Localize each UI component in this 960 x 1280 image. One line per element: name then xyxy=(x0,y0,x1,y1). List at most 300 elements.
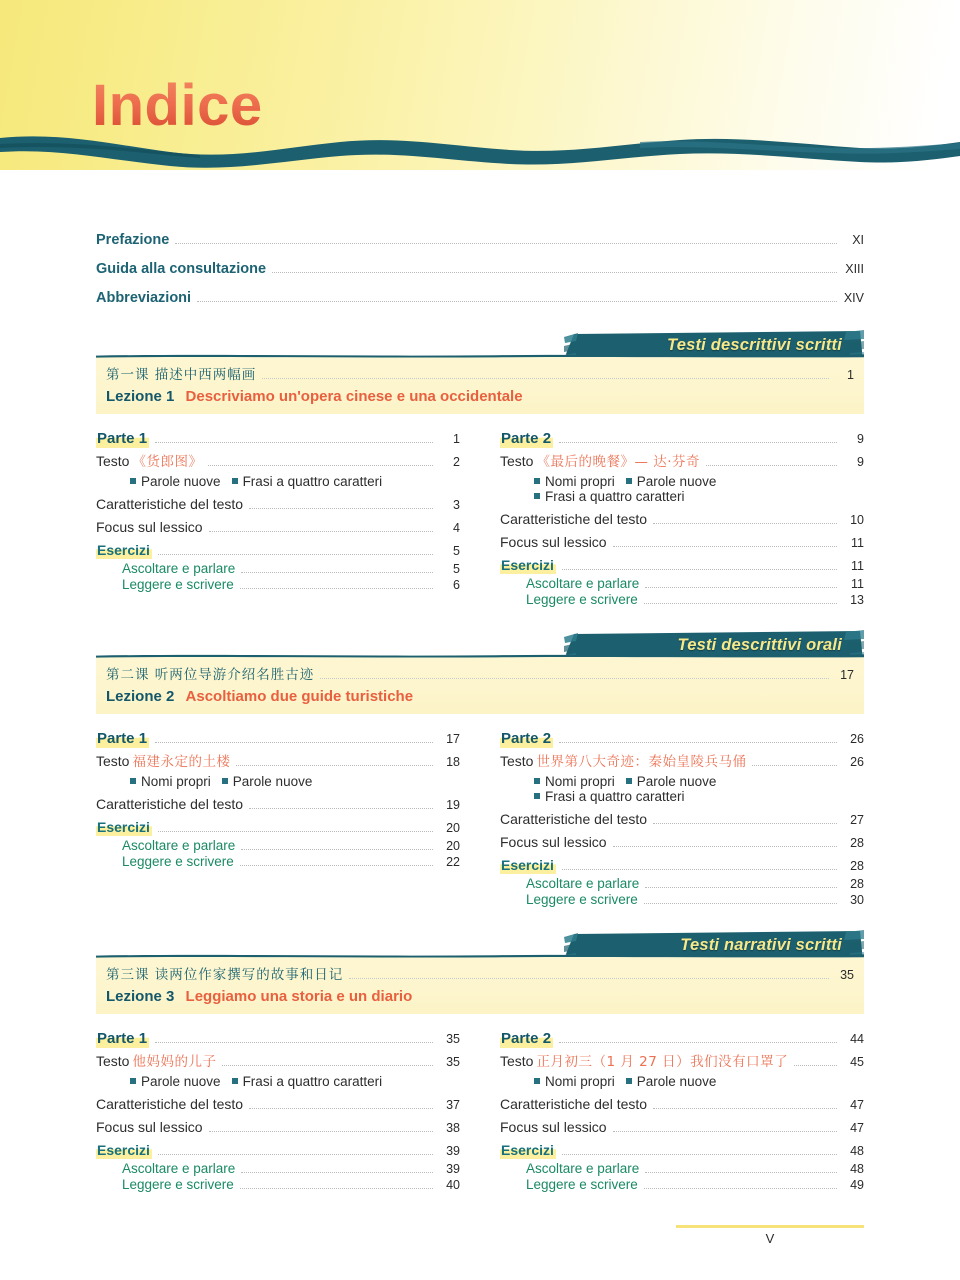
esercizi-label: Esercizi xyxy=(97,1142,150,1158)
bullet-item xyxy=(232,474,383,489)
toc-entry-row[interactable] xyxy=(500,534,864,550)
esercizi-sub-page: 28 xyxy=(850,877,864,891)
esercizi-sub-label: Ascoltare e parlare xyxy=(526,576,640,591)
lesson-chinese-row[interactable] xyxy=(106,663,854,683)
leader-dots xyxy=(155,741,433,743)
esercizi-sub-row[interactable] xyxy=(500,1177,864,1192)
leader-dots xyxy=(209,530,433,532)
toc-entry-label: Focus sul lessico xyxy=(500,534,607,550)
esercizi-sub-page: 39 xyxy=(446,1162,460,1176)
leader-dots xyxy=(320,677,829,679)
parte-group xyxy=(500,730,864,907)
bullet-item xyxy=(534,489,685,504)
leader-dots xyxy=(240,864,433,866)
toc-entry-page: 47 xyxy=(850,1098,864,1112)
leader-dots xyxy=(209,1130,433,1132)
parte-columns xyxy=(96,430,864,608)
esercizi-sub-page: 48 xyxy=(850,1162,864,1176)
leader-dots xyxy=(240,1187,433,1189)
toc-entry-label: Caratteristiche del testo xyxy=(96,1096,244,1112)
lesson-number: Lezione 1 xyxy=(106,388,175,405)
esercizi-sub-label: Leggere e scrivere xyxy=(122,854,234,869)
leader-dots xyxy=(706,464,837,466)
testo-bullet-list xyxy=(534,774,864,804)
bullet-label: Nomi propri xyxy=(545,1074,615,1089)
parte-heading-row[interactable] xyxy=(96,1030,460,1048)
leader-dots xyxy=(794,1064,837,1066)
leader-dots xyxy=(272,271,837,273)
parte-label: Parte 1 xyxy=(97,1030,148,1047)
testo-chinese-title: 《货郎图》 xyxy=(132,454,203,470)
leader-dots xyxy=(559,1041,837,1043)
bullet-label: Frasi a quattro caratteri xyxy=(242,474,383,489)
esercizi-row[interactable] xyxy=(96,819,460,836)
parte-page: 44 xyxy=(850,1032,864,1046)
testo-label-wrap xyxy=(500,750,746,771)
parte-heading-row[interactable] xyxy=(96,730,460,748)
toc-entry-row[interactable] xyxy=(500,834,864,850)
parte-column-left xyxy=(96,1030,460,1193)
leader-dots xyxy=(559,441,837,443)
leader-dots xyxy=(155,441,433,443)
esercizi-sub-label: Ascoltare e parlare xyxy=(526,1161,640,1176)
parte-columns xyxy=(96,1030,864,1193)
esercizi-sub-page: 20 xyxy=(446,839,460,853)
footer-rule xyxy=(676,1225,864,1228)
testo-chinese-title: 《最后的晚餐》— 达·芬奇 xyxy=(536,454,701,470)
leader-dots xyxy=(653,822,837,824)
parte-columns xyxy=(96,730,864,908)
esercizi-row[interactable] xyxy=(500,857,864,874)
toc-entry-row[interactable] xyxy=(96,1096,460,1112)
parte-group xyxy=(500,1030,864,1192)
parte-heading-row[interactable] xyxy=(500,1030,864,1048)
esercizi-sub-row[interactable] xyxy=(96,561,460,576)
testo-label-wrap xyxy=(500,450,700,471)
toc-entry-label: Caratteristiche del testo xyxy=(500,511,648,527)
leader-dots xyxy=(249,1107,433,1109)
footer-page-number: V xyxy=(765,1231,775,1246)
leader-dots xyxy=(562,1153,837,1155)
toc-entry-page: 10 xyxy=(850,513,864,527)
square-bullet-icon xyxy=(626,478,632,484)
bullet-item xyxy=(534,1074,615,1089)
unit-block xyxy=(96,930,864,1193)
esercizi-label: Esercizi xyxy=(501,857,554,873)
square-bullet-icon xyxy=(130,1078,136,1084)
leader-dots xyxy=(653,1107,837,1109)
parte-heading-row[interactable] xyxy=(500,730,864,748)
leader-dots xyxy=(349,977,829,979)
lesson-rule-brush xyxy=(96,653,864,658)
leader-dots xyxy=(240,587,433,589)
parte-column-right xyxy=(500,730,864,908)
toc-entry-label: Focus sul lessico xyxy=(500,1119,607,1135)
lesson-italian-row[interactable] xyxy=(106,388,854,405)
toc-entry-page: 27 xyxy=(850,813,864,827)
bullet-label: Frasi a quattro caratteri xyxy=(242,1074,383,1089)
esercizi-sub-label: Ascoltare e parlare xyxy=(122,1161,236,1176)
testo-row[interactable] xyxy=(96,750,460,771)
lesson-chinese-row[interactable] xyxy=(106,963,854,983)
lesson-rule-brush xyxy=(96,953,864,958)
esercizi-sub-page: 11 xyxy=(851,577,864,591)
leader-dots xyxy=(613,545,837,547)
esercizi-row[interactable] xyxy=(500,1142,864,1159)
leader-dots xyxy=(644,602,837,604)
frontmatter-page: XIV xyxy=(843,291,864,305)
testo-bullet-list xyxy=(534,1074,864,1089)
leader-dots xyxy=(249,507,433,509)
testo-bullet-list xyxy=(534,474,864,504)
square-bullet-icon xyxy=(534,493,540,499)
square-bullet-icon xyxy=(534,778,540,784)
leader-dots xyxy=(208,464,433,466)
leader-dots xyxy=(644,1187,837,1189)
leader-dots xyxy=(241,571,433,573)
square-bullet-icon xyxy=(130,478,136,484)
frontmatter-label: Abbreviazioni xyxy=(96,290,192,306)
toc-entry-label: Focus sul lessico xyxy=(96,519,203,535)
parte-page: 9 xyxy=(857,432,864,446)
bullet-label: Parole nuove xyxy=(636,774,717,789)
lesson-italian-title: Descriviamo un'opera cinese e una occidentale xyxy=(185,388,523,405)
leader-dots xyxy=(262,377,829,379)
esercizi-row[interactable] xyxy=(500,557,864,574)
leader-dots xyxy=(752,764,837,766)
esercizi-sub-label: Leggere e scrivere xyxy=(122,577,234,592)
testo-label: Testo xyxy=(500,753,534,769)
esercizi-sub-row[interactable] xyxy=(96,1177,460,1192)
units-container xyxy=(96,330,864,1193)
bullet-item xyxy=(534,774,615,789)
testo-page: 26 xyxy=(850,755,864,769)
frontmatter-page: XI xyxy=(852,233,864,247)
leader-dots xyxy=(158,1153,433,1155)
esercizi-label: Esercizi xyxy=(501,557,554,573)
toc-content xyxy=(0,232,960,1193)
testo-page: 18 xyxy=(446,755,460,769)
plain-rows-host xyxy=(96,496,460,535)
testo-label-wrap xyxy=(96,1050,216,1071)
lesson-page-number: 1 xyxy=(847,368,854,382)
esercizi-sub-label: Leggere e scrivere xyxy=(526,892,638,907)
parte-label: Parte 2 xyxy=(501,1030,552,1047)
leader-dots xyxy=(645,586,837,588)
testo-label: Testo xyxy=(500,1053,534,1069)
square-bullet-icon xyxy=(232,478,238,484)
leader-dots xyxy=(222,1064,433,1066)
leader-dots xyxy=(559,741,837,743)
lesson-chinese-title: 第三课 读两位作家撰写的故事和日记 xyxy=(106,967,344,983)
bullet-item xyxy=(626,774,717,789)
testo-page: 9 xyxy=(857,455,864,469)
toc-entry-page: 47 xyxy=(850,1121,864,1135)
esercizi-sub-page: 49 xyxy=(850,1178,864,1192)
esercizi-sub-row[interactable] xyxy=(96,577,460,592)
bullet-label: Frasi a quattro caratteri xyxy=(545,789,685,804)
testo-label-wrap xyxy=(500,1050,788,1071)
testo-chinese-title: 他妈妈的儿子 xyxy=(132,1054,217,1070)
esercizi-sub-row[interactable] xyxy=(96,1161,460,1176)
leader-dots xyxy=(644,902,837,904)
testo-label: Testo xyxy=(500,453,534,469)
esercizi-label: Esercizi xyxy=(97,542,150,558)
esercizi-sub-row[interactable] xyxy=(500,892,864,907)
leader-dots xyxy=(236,764,433,766)
toc-entry-row[interactable] xyxy=(96,796,460,812)
esercizi-sub-page: 40 xyxy=(446,1178,460,1192)
bullet-label: Nomi propri xyxy=(545,774,615,789)
esercizi-page: 5 xyxy=(453,544,460,558)
frontmatter-row[interactable] xyxy=(96,261,864,277)
square-bullet-icon xyxy=(534,478,540,484)
esercizi-sub-row[interactable] xyxy=(500,592,864,607)
esercizi-sub-host xyxy=(96,838,460,869)
esercizi-sub-host xyxy=(500,1161,864,1192)
lesson-chinese-title: 第一课 描述中西两幅画 xyxy=(106,367,257,383)
bullet-item xyxy=(626,1074,717,1089)
testo-label-wrap xyxy=(96,450,202,471)
toc-entry-page: 37 xyxy=(446,1098,460,1112)
parte-label: Parte 1 xyxy=(97,730,148,747)
frontmatter-page: XIII xyxy=(845,262,864,276)
parte-page: 1 xyxy=(453,432,460,446)
leader-dots xyxy=(158,830,433,832)
unit-block xyxy=(96,330,864,608)
toc-entry-row[interactable] xyxy=(96,1119,460,1135)
esercizi-sub-page: 13 xyxy=(850,593,864,607)
frontmatter-list xyxy=(96,232,864,306)
esercizi-label: Esercizi xyxy=(97,819,150,835)
testo-label: Testo xyxy=(96,753,130,769)
lesson-header xyxy=(96,956,864,1014)
testo-row[interactable] xyxy=(96,1050,460,1071)
testo-chinese-title: 正月初三（1 月 27 日）我们没有口罩了 xyxy=(536,1054,789,1070)
unit-banner-label: Testi descrittivi orali xyxy=(677,636,842,654)
unit-block xyxy=(96,630,864,908)
lesson-italian-title: Leggiamo una storia e un diario xyxy=(185,988,413,1005)
esercizi-sub-host xyxy=(96,1161,460,1192)
lesson-page-number: 35 xyxy=(840,968,854,982)
bullet-item xyxy=(534,789,685,804)
bullet-item xyxy=(534,474,615,489)
leader-dots xyxy=(613,845,837,847)
bullet-item xyxy=(222,774,313,789)
toc-entry-page: 4 xyxy=(453,521,460,535)
esercizi-sub-label: Ascoltare e parlare xyxy=(122,838,236,853)
square-bullet-icon xyxy=(534,1078,540,1084)
esercizi-page: 20 xyxy=(446,821,460,835)
bullet-item xyxy=(232,1074,383,1089)
parte-group xyxy=(96,1030,460,1192)
toc-entry-label: Caratteristiche del testo xyxy=(500,1096,648,1112)
leader-dots xyxy=(645,1171,837,1173)
testo-row[interactable] xyxy=(500,450,864,471)
lesson-number: Lezione 2 xyxy=(106,688,175,705)
leader-dots xyxy=(562,868,837,870)
testo-bullet-list xyxy=(130,774,460,789)
plain-rows-host xyxy=(500,811,864,850)
leader-dots xyxy=(155,1041,433,1043)
bullet-label: Frasi a quattro caratteri xyxy=(545,489,685,504)
bullet-label: Parole nuove xyxy=(141,1074,221,1089)
toc-entry-label: Caratteristiche del testo xyxy=(500,811,648,827)
toc-entry-label: Focus sul lessico xyxy=(96,1119,203,1135)
lesson-rule-brush xyxy=(96,353,864,358)
parte-label: Parte 2 xyxy=(501,430,552,447)
esercizi-sub-host xyxy=(500,576,864,607)
esercizi-page: 11 xyxy=(851,559,864,573)
page-header xyxy=(0,0,960,170)
toc-entry-row[interactable] xyxy=(500,511,864,527)
square-bullet-icon xyxy=(534,793,540,799)
leader-dots xyxy=(653,522,837,524)
bullet-item xyxy=(130,774,211,789)
esercizi-sub-label: Ascoltare e parlare xyxy=(122,561,236,576)
parte-heading-row[interactable] xyxy=(96,430,460,448)
toc-entry-page: 19 xyxy=(446,798,460,812)
testo-label: Testo xyxy=(96,1053,130,1069)
page-title: Indice xyxy=(92,73,263,138)
bullet-item xyxy=(130,1074,221,1089)
esercizi-sub-row[interactable] xyxy=(96,854,460,869)
square-bullet-icon xyxy=(222,778,228,784)
esercizi-sub-page: 6 xyxy=(453,578,460,592)
unit-banner-label: Testi narrativi scritti xyxy=(680,936,842,954)
frontmatter-label: Prefazione xyxy=(96,232,170,248)
parte-heading-row[interactable] xyxy=(500,430,864,448)
esercizi-page: 48 xyxy=(850,1144,864,1158)
testo-page: 45 xyxy=(850,1055,864,1069)
parte-column-right xyxy=(500,430,864,608)
esercizi-sub-page: 30 xyxy=(850,893,864,907)
bullet-label: Nomi propri xyxy=(545,474,615,489)
esercizi-sub-label: Leggere e scrivere xyxy=(526,1177,638,1192)
leader-dots xyxy=(249,807,433,809)
lesson-chinese-title: 第二课 听两位导游介绍名胜古迹 xyxy=(106,667,315,683)
esercizi-row[interactable] xyxy=(96,542,460,559)
leader-dots xyxy=(197,300,837,302)
plain-rows-host xyxy=(500,511,864,550)
lesson-page-number: 17 xyxy=(840,668,854,682)
leader-dots xyxy=(241,848,433,850)
parte-column-left xyxy=(96,430,460,608)
square-bullet-icon xyxy=(626,1078,632,1084)
toc-entry-page: 28 xyxy=(850,836,864,850)
testo-chinese-title: 世界第八大奇迹：秦始皇陵兵马俑 xyxy=(536,754,747,770)
esercizi-sub-host xyxy=(500,876,864,907)
plain-rows-host xyxy=(500,1096,864,1135)
frontmatter-row[interactable] xyxy=(96,232,864,248)
parte-group xyxy=(96,430,460,592)
square-bullet-icon xyxy=(232,1078,238,1084)
toc-entry-label: Caratteristiche del testo xyxy=(96,496,244,512)
esercizi-sub-page: 22 xyxy=(446,855,460,869)
testo-row[interactable] xyxy=(500,1050,864,1071)
parte-page: 26 xyxy=(850,732,864,746)
square-bullet-icon xyxy=(130,778,136,784)
frontmatter-label: Guida alla consultazione xyxy=(96,261,267,277)
esercizi-sub-label: Leggere e scrivere xyxy=(526,592,638,607)
esercizi-sub-page: 5 xyxy=(453,562,460,576)
toc-entry-row[interactable] xyxy=(500,811,864,827)
testo-bullet-list xyxy=(130,1074,460,1089)
bullet-label: Parole nuove xyxy=(141,474,221,489)
testo-label-wrap xyxy=(96,750,230,771)
lesson-italian-row[interactable] xyxy=(106,988,854,1005)
bullet-label: Nomi propri xyxy=(141,774,211,789)
unit-banner-label: Testi descrittivi scritti xyxy=(667,336,842,354)
bullet-item xyxy=(626,474,717,489)
toc-entry-page: 38 xyxy=(446,1121,460,1135)
testo-page: 35 xyxy=(446,1055,460,1069)
toc-entry-row[interactable] xyxy=(500,1119,864,1135)
testo-bullet-list xyxy=(130,474,460,489)
lesson-italian-title: Ascoltiamo due guide turistiche xyxy=(185,688,414,705)
esercizi-sub-row[interactable] xyxy=(500,576,864,591)
esercizi-label: Esercizi xyxy=(501,1142,554,1158)
parte-label: Parte 2 xyxy=(501,730,552,747)
esercizi-page: 28 xyxy=(850,859,864,873)
testo-row[interactable] xyxy=(500,750,864,771)
esercizi-sub-host xyxy=(96,561,460,592)
testo-label: Testo xyxy=(96,453,130,469)
lesson-header xyxy=(96,356,864,414)
esercizi-sub-label: Ascoltare e parlare xyxy=(526,876,640,891)
square-bullet-icon xyxy=(626,778,632,784)
lesson-italian-row[interactable] xyxy=(106,688,854,705)
lesson-header xyxy=(96,656,864,714)
testo-page: 2 xyxy=(453,455,460,469)
leader-dots xyxy=(241,1171,433,1173)
plain-rows-host xyxy=(96,1096,460,1135)
toc-entry-row[interactable] xyxy=(500,1096,864,1112)
plain-rows-host xyxy=(96,796,460,812)
esercizi-row[interactable] xyxy=(96,1142,460,1159)
toc-entry-row[interactable] xyxy=(96,519,460,535)
esercizi-sub-row[interactable] xyxy=(96,838,460,853)
frontmatter-row[interactable] xyxy=(96,290,864,306)
leader-dots xyxy=(158,553,433,555)
leader-dots xyxy=(562,568,837,570)
bullet-label: Parole nuove xyxy=(636,474,717,489)
esercizi-sub-row[interactable] xyxy=(500,1161,864,1176)
bullet-label: Parole nuove xyxy=(232,774,313,789)
toc-entry-label: Focus sul lessico xyxy=(500,834,607,850)
testo-row[interactable] xyxy=(96,450,460,471)
esercizi-page: 39 xyxy=(446,1144,460,1158)
esercizi-sub-label: Leggere e scrivere xyxy=(122,1177,234,1192)
toc-entry-row[interactable] xyxy=(96,496,460,512)
esercizi-sub-row[interactable] xyxy=(500,876,864,891)
toc-entry-page: 3 xyxy=(453,498,460,512)
lesson-number: Lezione 3 xyxy=(106,988,175,1005)
parte-column-left xyxy=(96,730,460,908)
parte-label: Parte 1 xyxy=(97,430,148,447)
parte-page: 17 xyxy=(446,732,460,746)
bullet-label: Parole nuove xyxy=(636,1074,717,1089)
parte-column-right xyxy=(500,1030,864,1193)
parte-group xyxy=(500,430,864,607)
leader-dots xyxy=(645,886,837,888)
parte-group xyxy=(96,730,460,869)
testo-chinese-title: 福建永定的土楼 xyxy=(132,754,231,770)
header-wave-brush-divider xyxy=(0,122,960,170)
toc-entry-page: 11 xyxy=(851,536,864,550)
lesson-chinese-row[interactable] xyxy=(106,363,854,383)
bullet-item xyxy=(130,474,221,489)
